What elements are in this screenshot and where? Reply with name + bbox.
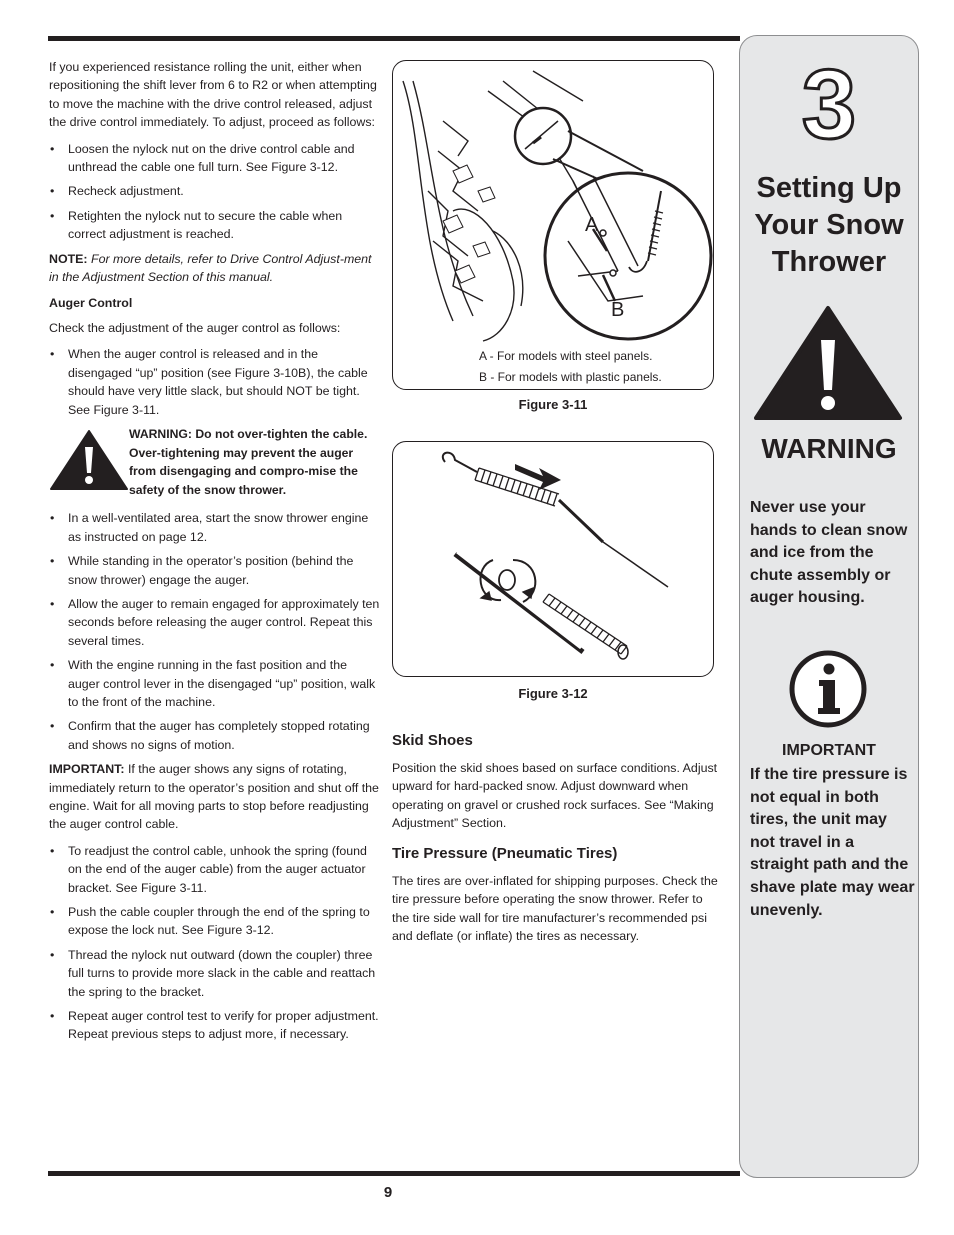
auger-intro: Check the adjustment of the auger control as follows: <box>49 320 341 335</box>
auger-check-list <box>49 345 381 419</box>
chapter-title-line: Your Snow <box>754 209 904 241</box>
chapter-number <box>798 56 860 153</box>
auger-cable-illustration <box>393 61 713 351</box>
list-item: • Thread the nylock nut outward (down the coupler) three full turns to provide more slack in the cable and reattach the spring to the bracket. <box>49 946 381 1001</box>
warning-triangle-icon <box>49 425 129 499</box>
warning-text: Never use your hands to clean snow and ice from the chute assembly or auger housing. <box>750 499 908 607</box>
figure-3-12-caption: Figure 3-12 <box>518 686 588 701</box>
list-item: • In a well-ventilated area, start the snow thrower engine as instructed on page 12. <box>49 509 381 546</box>
page-number: 9 <box>383 1184 393 1201</box>
list-item: • When the auger control is released and in the disengaged “up” position (see Figure 3-10B), the cable should have very little slack, but should NOT be tight. See Figure 3-11. <box>49 345 381 419</box>
chapter-title-line: Setting Up <box>756 172 902 204</box>
drive-adjust-list <box>49 140 381 244</box>
auger-control-heading: Auger Control <box>49 296 133 311</box>
warning-title: WARNING <box>761 433 897 464</box>
middle-column <box>392 732 722 958</box>
list-item: • Loosen the nylock nut on the drive control cable and unthread the cable one full turn. See Figure 3-12. <box>49 140 381 177</box>
chapter-title <box>740 170 918 281</box>
list-item: • Recheck adjustment. <box>49 182 381 200</box>
figure-3-11-caption: Figure 3-11 <box>518 397 588 412</box>
label-b: B <box>611 299 625 321</box>
important-title: IMPORTANT <box>782 742 876 759</box>
list-item: • Push the cable coupler through the end of the spring to expose the lock nut. See Figure 3-12. <box>49 903 381 940</box>
chapter-title-line: Thrower <box>771 246 887 278</box>
inline-warning <box>49 425 381 499</box>
top-rule <box>48 36 740 41</box>
info-icon <box>789 650 867 733</box>
label-a: A <box>585 214 599 236</box>
intro-paragraph: If you experienced resistance rolling the unit, either when repositioning the shift lever from 6 to R2 or when attempting to move the machine with the drive control released, adjust the drive control immediately. To adjust, proceed as follows: <box>49 60 377 130</box>
important-label: IMPORTANT: <box>49 762 125 777</box>
list-item: • Confirm that the auger has completely stopped rotating and shows no signs of motion. <box>49 717 381 754</box>
auger-test-list <box>49 509 381 754</box>
tire-pressure-text: The tires are over-inflated for shipping purposes. Check the tire pressure before operating the snow thrower. Refer to the tire side wall for tire manufacturer’s recommended psi and deflate (or inflate) the tires as necessary. <box>392 873 718 944</box>
skid-shoes-heading: Skid Shoes <box>392 732 473 749</box>
list-item: • Retighten the nylock nut to secure the cable when correct adjustment is reached. <box>49 207 381 244</box>
list-item: • While standing in the operator’s position (behind the snow thrower) engage the auger. <box>49 552 381 589</box>
list-item: • To readjust the control cable, unhook the spring (found on the end of the auger cable) from the auger actuator bracket. See Figure 3-11. <box>49 842 381 897</box>
chapter-sidebar <box>739 35 919 1178</box>
cable-coupler-illustration <box>393 442 713 676</box>
important-paragraph <box>49 760 381 834</box>
legend-b: B - For models with plastic panels. <box>479 370 662 384</box>
left-column <box>49 58 381 1050</box>
bottom-rule <box>48 1171 740 1176</box>
list-item: • With the engine running in the fast position and the auger control lever in the disengaged “up” position, walk to the front of the machine. <box>49 656 381 711</box>
figure-3-12 <box>392 441 714 677</box>
note-label: NOTE: <box>49 251 88 266</box>
important-text: If the tire pressure is not equal in both tires, the unit may not travel in a straight path and the shave plate may wear unevenly. <box>750 766 915 919</box>
note-paragraph <box>49 250 381 287</box>
inline-warning-text: WARNING: Do not over-tighten the cable. Over-tightening may prevent the auger from disengaging and compro-mise the safety of the snow thrower. <box>129 426 368 497</box>
list-item: • Repeat auger control test to verify for proper adjustment. Repeat previous steps to adjust more, if necessary. <box>49 1007 381 1044</box>
important-text: If the auger shows any signs of rotating, immediately return to the operator’s position and shut off the engine. Wait for all moving parts to stop before readjusting the auger control cable. <box>49 762 379 832</box>
warning-triangle-icon <box>752 304 904 429</box>
note-text: For more details, refer to Drive Control Adjust-ment in the Adjustment Section of this manual. <box>49 251 372 285</box>
legend-a: A - For models with steel panels. <box>479 349 653 363</box>
tire-pressure-heading: Tire Pressure (Pneumatic Tires) <box>392 844 618 862</box>
figure-3-11 <box>392 60 714 390</box>
skid-shoes-text: Position the skid shoes based on surface conditions. Adjust upward for hard-packed snow. Adjust downward when operating on gravel or crushed rock surfaces. See “Making Adjustment” Section. <box>392 760 718 831</box>
list-item: • Allow the auger to remain engaged for approximately ten seconds before releasing the auger control. Repeat this several times. <box>49 595 381 650</box>
chapter-number-text: 3 <box>801 56 857 148</box>
readjust-list <box>49 842 381 1044</box>
